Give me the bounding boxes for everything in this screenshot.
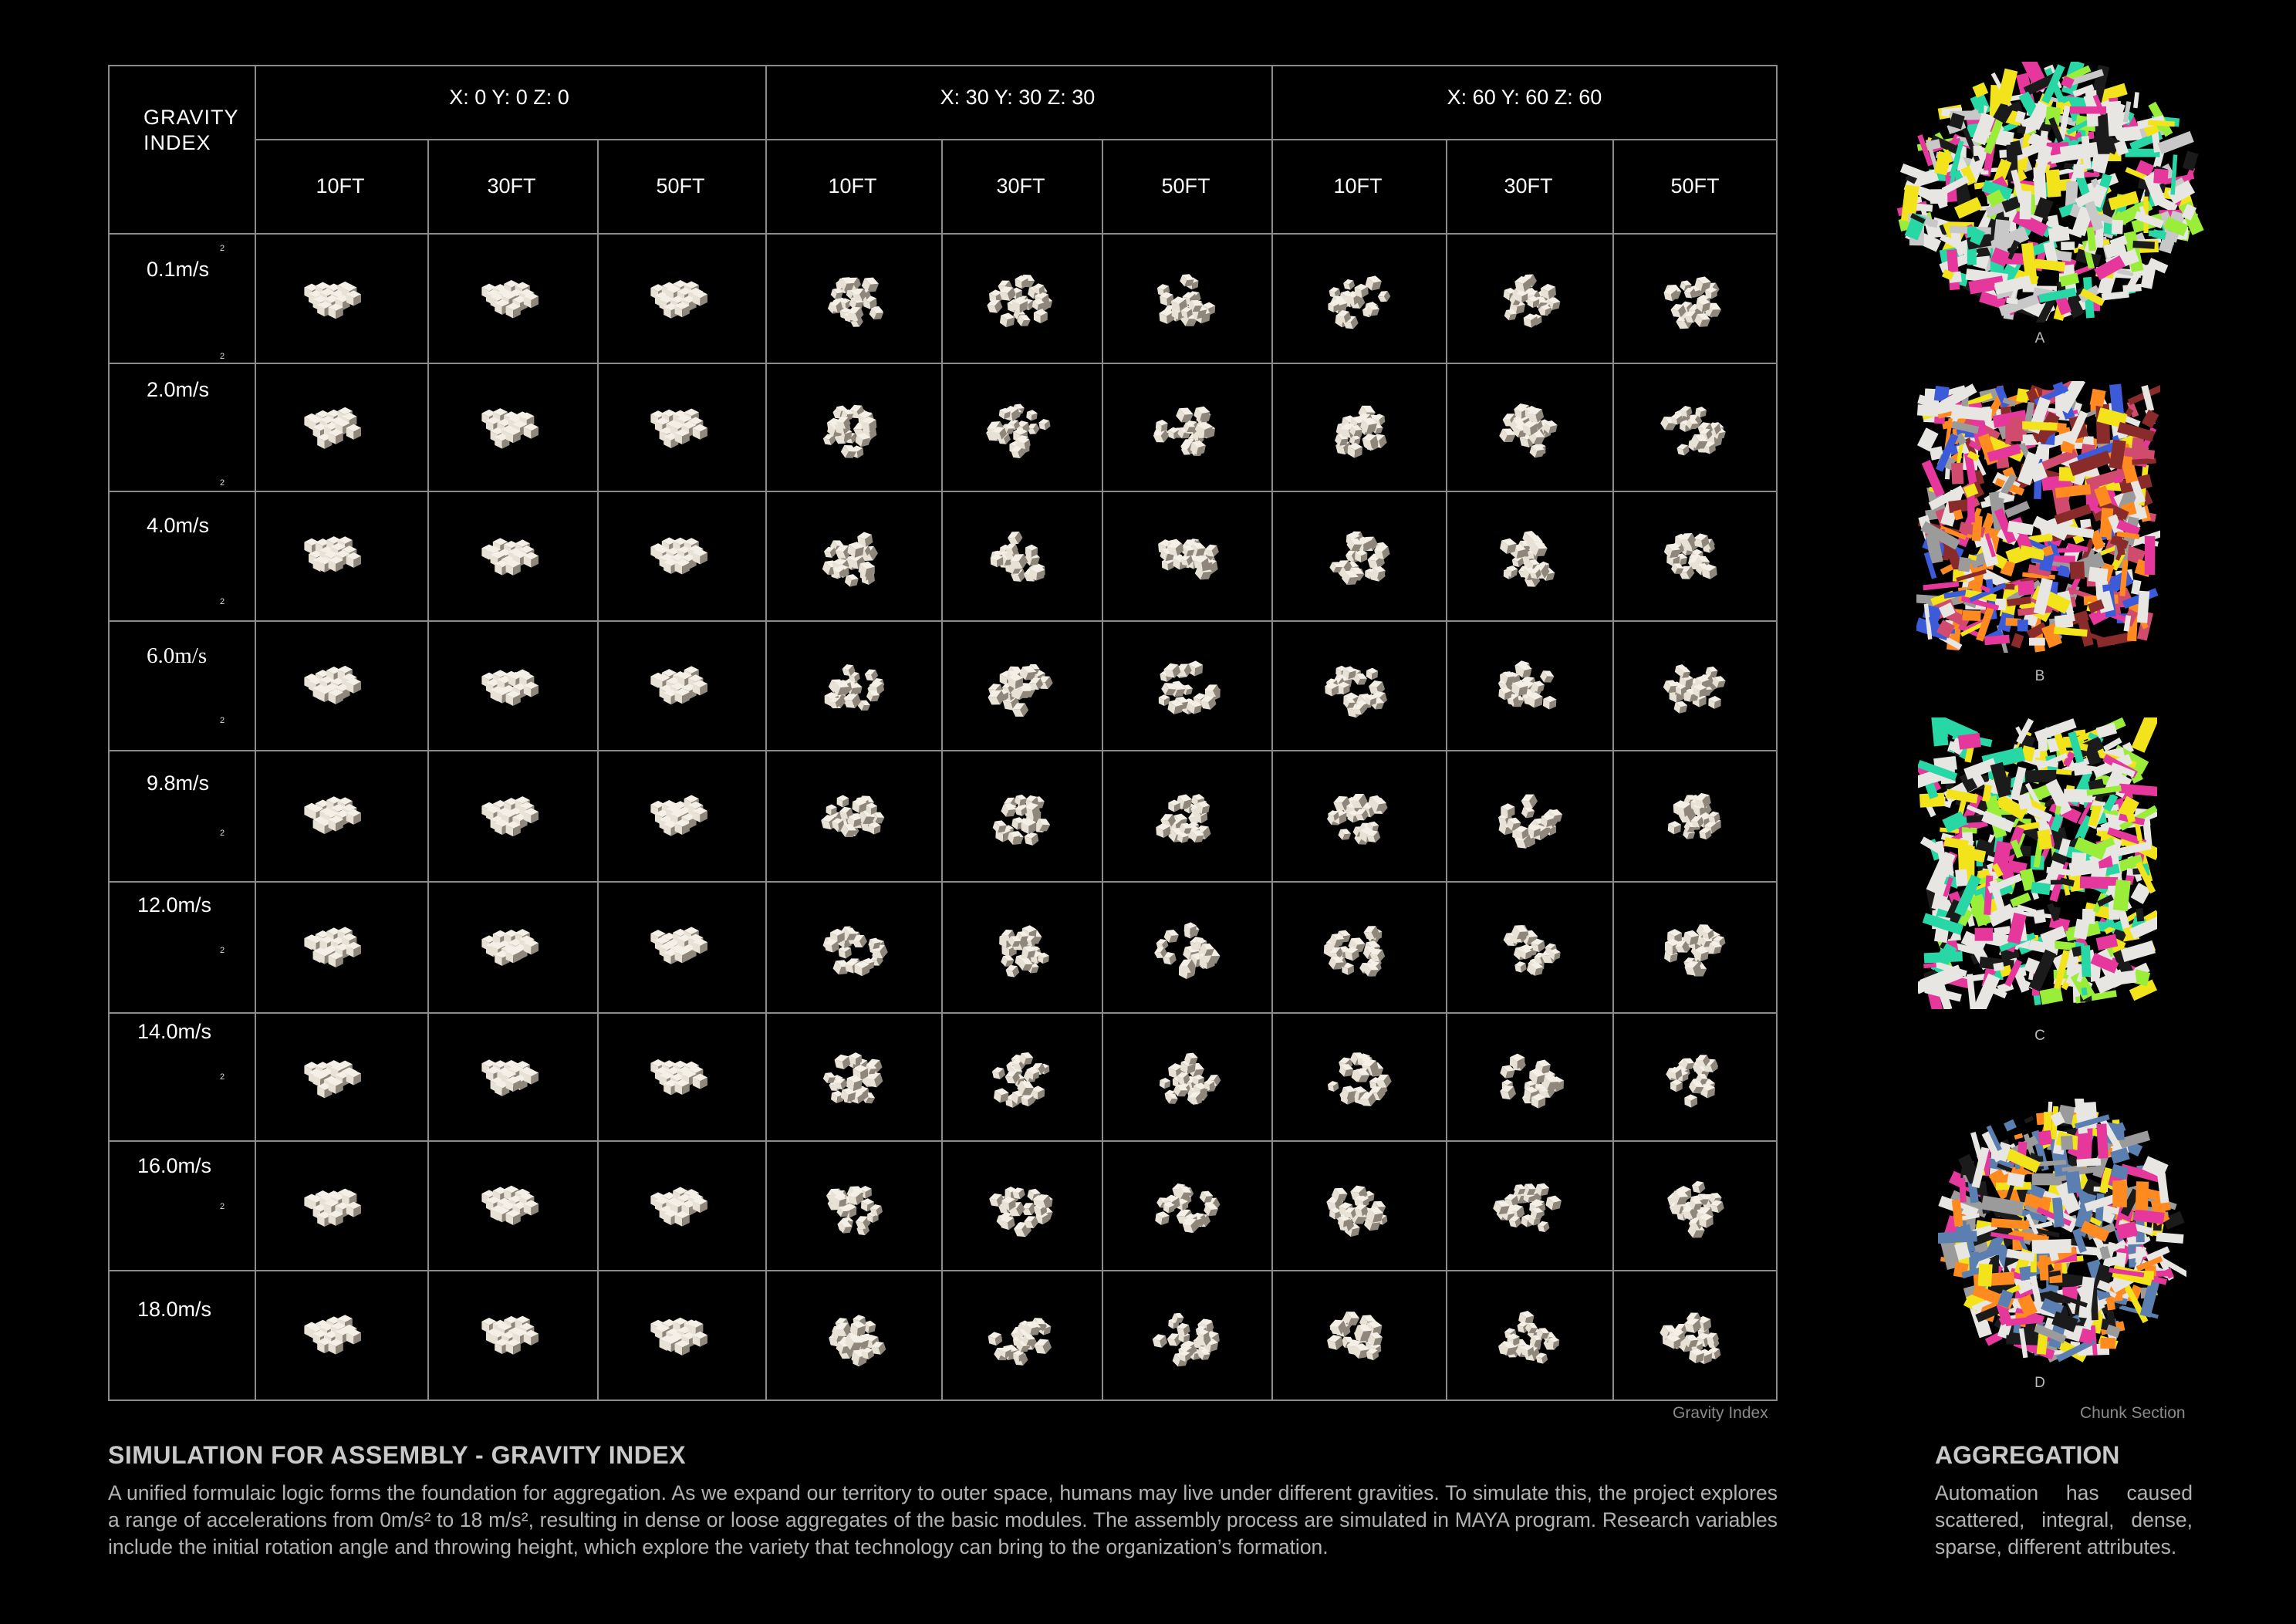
simulation-description: A unified formulaic logic forms the foundation for aggregation. As we expand our territory to outer space, humans may live under different gravities. To simulate this, the project explores a range of accelerations from 0m/s² to 18 m/s², resulting in dense or loose aggregates of the basic modules. The assembly process are simulated in MAYA program. Research variables include the initial rotation angle and throwing height, which explore the variety that technology can bring to the organization’s formation. (108, 1481, 1778, 1558)
module-cluster-render (1614, 1142, 1774, 1268)
module-cluster-render (943, 492, 1100, 619)
module-cluster-render (1103, 492, 1270, 619)
height-header: 30FT (487, 174, 536, 198)
module-cluster-render (256, 622, 426, 748)
module-cluster-render (943, 364, 1100, 489)
module-cluster-render (1103, 1142, 1270, 1268)
module-cluster-render (1614, 883, 1774, 1011)
unit-superscript: 2 (220, 829, 225, 838)
module-cluster-render (599, 751, 764, 880)
gravity-index-header: GRAVITY INDEX (144, 106, 239, 154)
gravity-row-label: 2.0m/s (147, 378, 210, 401)
module-cluster-render (429, 1014, 596, 1139)
module-cluster-render (767, 1014, 940, 1139)
unit-superscript: 2 (220, 1072, 225, 1082)
gravity-row-label: 12.0m/s (137, 893, 212, 917)
module-cluster-render (943, 235, 1100, 361)
module-cluster-render (256, 1014, 426, 1139)
module-cluster-render (1447, 235, 1611, 361)
module-cluster-render (429, 1271, 596, 1398)
gravity-row-label: 4.0m/s (147, 514, 210, 537)
module-cluster-render (429, 364, 596, 489)
module-cluster-render (1103, 235, 1270, 361)
height-header: 30FT (1504, 174, 1553, 198)
group-header-rotation-0: X: 0 Y: 0 Z: 0 (449, 86, 569, 109)
height-header: 10FT (828, 174, 877, 198)
gravity-index-matrix (108, 65, 1778, 1401)
module-cluster-render (429, 622, 596, 748)
section-letter: A (2034, 330, 2045, 346)
module-cluster-render (1447, 364, 1611, 489)
group-header-rotation-60: X: 60 Y: 60 Z: 60 (1447, 86, 1602, 109)
module-cluster-render (943, 883, 1100, 1011)
module-cluster-render (943, 1271, 1100, 1398)
unit-superscript: 2 (220, 716, 225, 725)
gravity-row-label: 14.0m/s (137, 1020, 212, 1043)
module-cluster-render (256, 1271, 426, 1398)
module-cluster-render (767, 1142, 940, 1268)
module-cluster-render (256, 883, 426, 1011)
gravity-row-label: 9.8m/s (147, 771, 210, 795)
module-cluster-render (767, 364, 940, 489)
module-cluster-render (943, 751, 1100, 880)
module-cluster-render (599, 1014, 764, 1139)
module-cluster-render (599, 1271, 764, 1398)
module-cluster-render (767, 235, 940, 361)
module-cluster-render (1103, 751, 1270, 880)
section-letter: D (2034, 1375, 2045, 1391)
module-cluster-render (1614, 235, 1774, 361)
module-cluster-render (1273, 364, 1444, 489)
height-header: 50FT (656, 174, 705, 198)
module-cluster-render (1273, 235, 1444, 361)
module-cluster-render (1103, 622, 1270, 748)
gravity-row-label: 18.0m/s (137, 1298, 212, 1321)
module-cluster-render (1273, 1014, 1444, 1139)
module-cluster-render (599, 1142, 764, 1268)
height-header: 50FT (1670, 174, 1720, 198)
gravity-row-label: 16.0m/s (137, 1154, 212, 1177)
module-cluster-render (1447, 492, 1611, 619)
module-cluster-render (1614, 751, 1774, 880)
module-cluster-render (256, 492, 426, 619)
module-cluster-render (1447, 622, 1611, 748)
unit-superscript: 2 (220, 597, 225, 606)
module-cluster-render (599, 235, 764, 361)
module-cluster-render (1447, 883, 1611, 1011)
module-cluster-render (1273, 622, 1444, 748)
module-cluster-render (429, 883, 596, 1011)
module-cluster-render (429, 492, 596, 619)
module-cluster-render (1447, 751, 1611, 880)
module-cluster-render (1103, 883, 1270, 1011)
height-header: 10FT (316, 174, 365, 198)
simulation-title: SIMULATION FOR ASSEMBLY - GRAVITY INDEX (108, 1441, 687, 1469)
module-cluster-render (256, 235, 426, 361)
module-cluster-render (1103, 1014, 1270, 1139)
module-cluster-render (1614, 492, 1774, 619)
module-cluster-render (943, 622, 1100, 748)
unit-superscript: 2 (220, 352, 225, 361)
module-cluster-render (1614, 1271, 1774, 1398)
module-cluster-render (767, 751, 940, 880)
section-letter: C (2034, 1028, 2045, 1044)
height-header: 30FT (996, 174, 1045, 198)
module-cluster-render (767, 492, 940, 619)
aggregation-plan-c-image (1918, 717, 2157, 1009)
unit-superscript: 2 (220, 478, 225, 488)
aggregation-description: Automation has caused scattered, integral, dense, sparse, different attributes. (1935, 1481, 2193, 1558)
module-cluster-render (256, 751, 426, 880)
module-cluster-render (1614, 1014, 1774, 1139)
module-cluster-render (767, 622, 940, 748)
module-cluster-render (767, 883, 940, 1011)
module-cluster-render (1447, 1271, 1611, 1398)
height-header: 50FT (1161, 174, 1210, 198)
unit-superscript: 2 (220, 946, 225, 955)
module-cluster-render (767, 1271, 940, 1398)
module-cluster-render (429, 235, 596, 361)
module-cluster-render (1447, 1014, 1611, 1139)
aggregation-plan-a-image (1895, 62, 2208, 322)
module-cluster-render (943, 1014, 1100, 1139)
module-cluster-render (1614, 364, 1774, 489)
gravity-row-label: 0.1m/s (147, 258, 210, 281)
module-cluster-render (1273, 1142, 1444, 1268)
module-cluster-render (1447, 1142, 1611, 1268)
unit-superscript: 2 (220, 1202, 225, 1211)
module-cluster-render (1273, 883, 1444, 1011)
module-cluster-render (256, 364, 426, 489)
group-header-rotation-30: X: 30 Y: 30 Z: 30 (940, 86, 1096, 109)
aggregation-plan-b-image (1916, 381, 2160, 653)
module-cluster-render (429, 751, 596, 880)
matrix-caption: Gravity Index (1673, 1404, 1768, 1422)
module-cluster-render (599, 883, 764, 1011)
module-cluster-render (1273, 492, 1444, 619)
aggregation-title: AGGREGATION (1935, 1441, 2120, 1469)
module-cluster-render (1273, 751, 1444, 880)
module-cluster-render (599, 492, 764, 619)
aggregation-plan-d-image (1938, 1099, 2186, 1366)
module-cluster-render (943, 1142, 1100, 1268)
chunk-section-caption: Chunk Section (2080, 1404, 2186, 1422)
module-cluster-render (599, 364, 764, 489)
module-cluster-render (429, 1142, 596, 1268)
module-cluster-render (599, 622, 764, 748)
module-cluster-render (1103, 1271, 1270, 1398)
module-cluster-render (1103, 364, 1270, 489)
module-cluster-render (256, 1142, 426, 1268)
height-header: 10FT (1333, 174, 1383, 198)
module-cluster-render (1614, 622, 1774, 748)
module-cluster-render (1273, 1271, 1444, 1398)
unit-superscript: 2 (220, 244, 225, 253)
gravity-row-label: 6.0m/s (147, 643, 208, 668)
section-letter: B (2034, 668, 2045, 684)
